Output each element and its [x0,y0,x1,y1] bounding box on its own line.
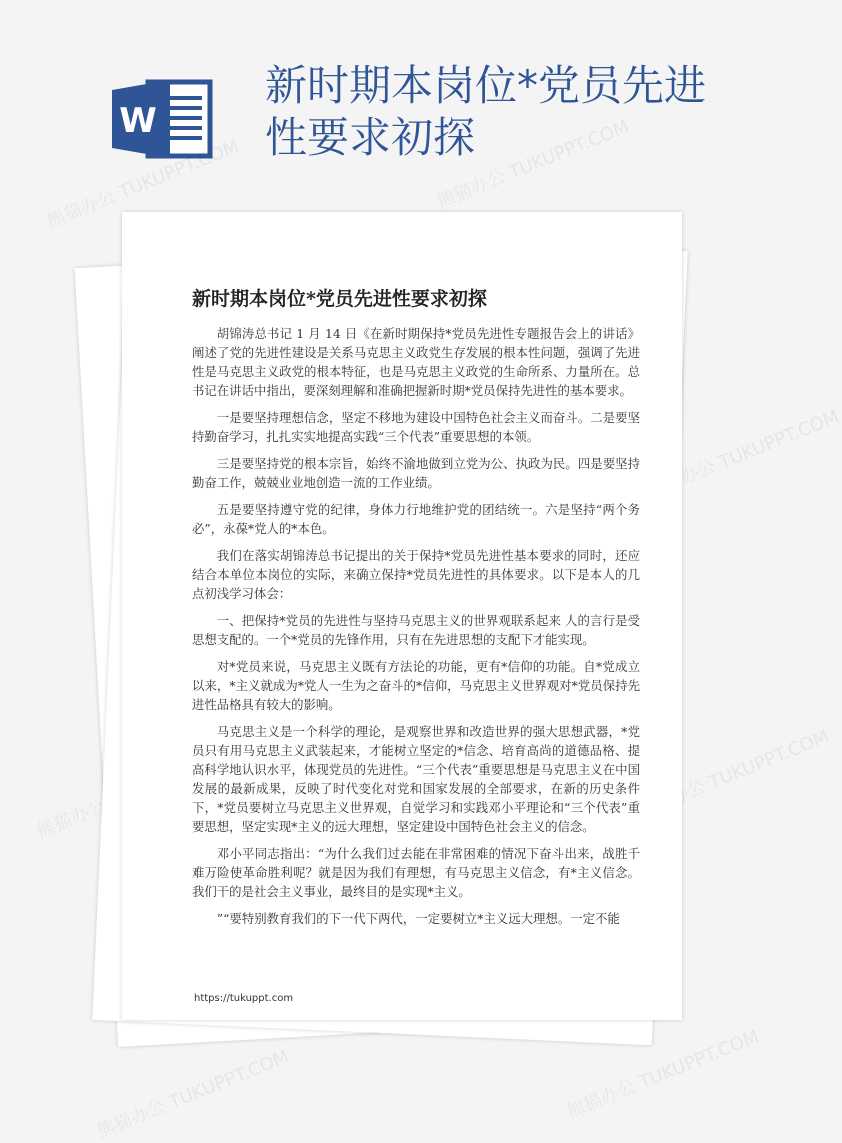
document-body [192,324,640,936]
watermark: 熊猫办公 TUKUPPT.COM [634,726,832,823]
watermark: 熊猫办公 TUKUPPT.COM [44,136,242,233]
footer-url: https://tukuppt.com [194,993,294,1004]
paragraph: ”“要特别教育我们的下一代下两代，一定要树立*主义远大理想。一定不能 [216,911,620,926]
paragraph: 五是要坚持遵守党的纪律，身体力行地维护党的团结统一。六是坚持“两个务必”，永葆*党人的*本色。 [192,502,640,536]
page-header [0,0,800,200]
paragraph: 胡锦涛总书记 1 月 14 日《在新时期保持*党员先进性专题报告会上的讲话》阐述了党的先进性建设是关系马克思主义政党生存发展的根本性问题，强调了先进性是马克思主义政党的根本特征，也是马克思主义政党的生命所系、力量所在。总书记在讲话中指出，要深刻理解和准确把握新时期*党员保持先进性的基本要求。 [192,326,640,398]
svg-text:W: W [119,101,157,141]
document-title: 新时期本岗位*党员先进性要求初探 [192,288,487,310]
watermark: 熊猫办公 TUKUPPT.COM [644,406,842,503]
watermark: 熊猫办公 TUKUPPT.COM [564,1026,762,1123]
paragraph: 马克思主义是一个科学的理论，是观察世界和改造世界的强大思想武器，*党员只有用马克思主义武装起来，才能树立坚定的*信念、培育高尚的道德品格、提高科学地认识水平，体现党员的先进性。“三个代表”重要思想是马克思主义在中国发展的最新成果，反映了时代变化对党和国家发展的全部要求，在新的历史条件下，*党员要树立马克思主义世界观，自觉学习和实践邓小平理论和“三个代表”重要思想，坚定实现*主义的远大理想，坚定建设中国特色社会主义的信念。 [192,724,640,834]
paragraph: 三是要坚持党的根本宗旨，始终不渝地做到立党为公、执政为民。四是要坚持勤奋工作，兢兢业业地创造一流的工作业绩。 [192,456,640,490]
watermark: 熊猫办公 TUKUPPT.COM [94,1046,292,1143]
paragraph: 对*党员来说，马克思主义既有方法论的功能，更有*信仰的功能。自*党成立以来，*主义就成为*党人一生为之奋斗的*信仰，马克思主义世界观对*党员保持先进性品格具有较大的影响。 [192,659,640,712]
paragraph: 一是要坚持理想信念，坚定不移地为建设中国特色社会主义而奋斗。二是要坚持勤奋学习，扎扎实实地提高实践“三个代表”重要思想的本领。 [192,410,640,444]
paragraph: 我们在落实胡锦涛总书记提出的关于保持*党员先进性基本要求的同时，还应结合本单位本岗位的实际，来确立保持*党员先进性的具体要求。以下是本人的几点初浅学习体会： [192,548,640,601]
page-title: 新时期本岗位*党员先进性要求初探 [265,61,707,162]
watermark: 熊猫办公 TUKUPPT.COM [434,116,632,213]
word-document-icon [112,78,216,160]
watermark: 熊猫办公 [34,796,109,843]
document-page [122,212,682,1020]
paragraph: 一、把保持*党员的先进性与坚持马克思主义的世界观联系起来 人的言行是受思想支配的。一个*党员的先锋作用，只有在先进思想的支配下才能实现。 [192,613,640,647]
paragraph: 邓小平同志指出：“为什么我们过去能在非常困难的情况下奋斗出来，战胜千难万险使革命胜利呢？就是因为我们有理想，有马克思主义信念，有*主义信念。我们干的是社会主义事业，最终目的是实现*主义。 [192,846,640,899]
